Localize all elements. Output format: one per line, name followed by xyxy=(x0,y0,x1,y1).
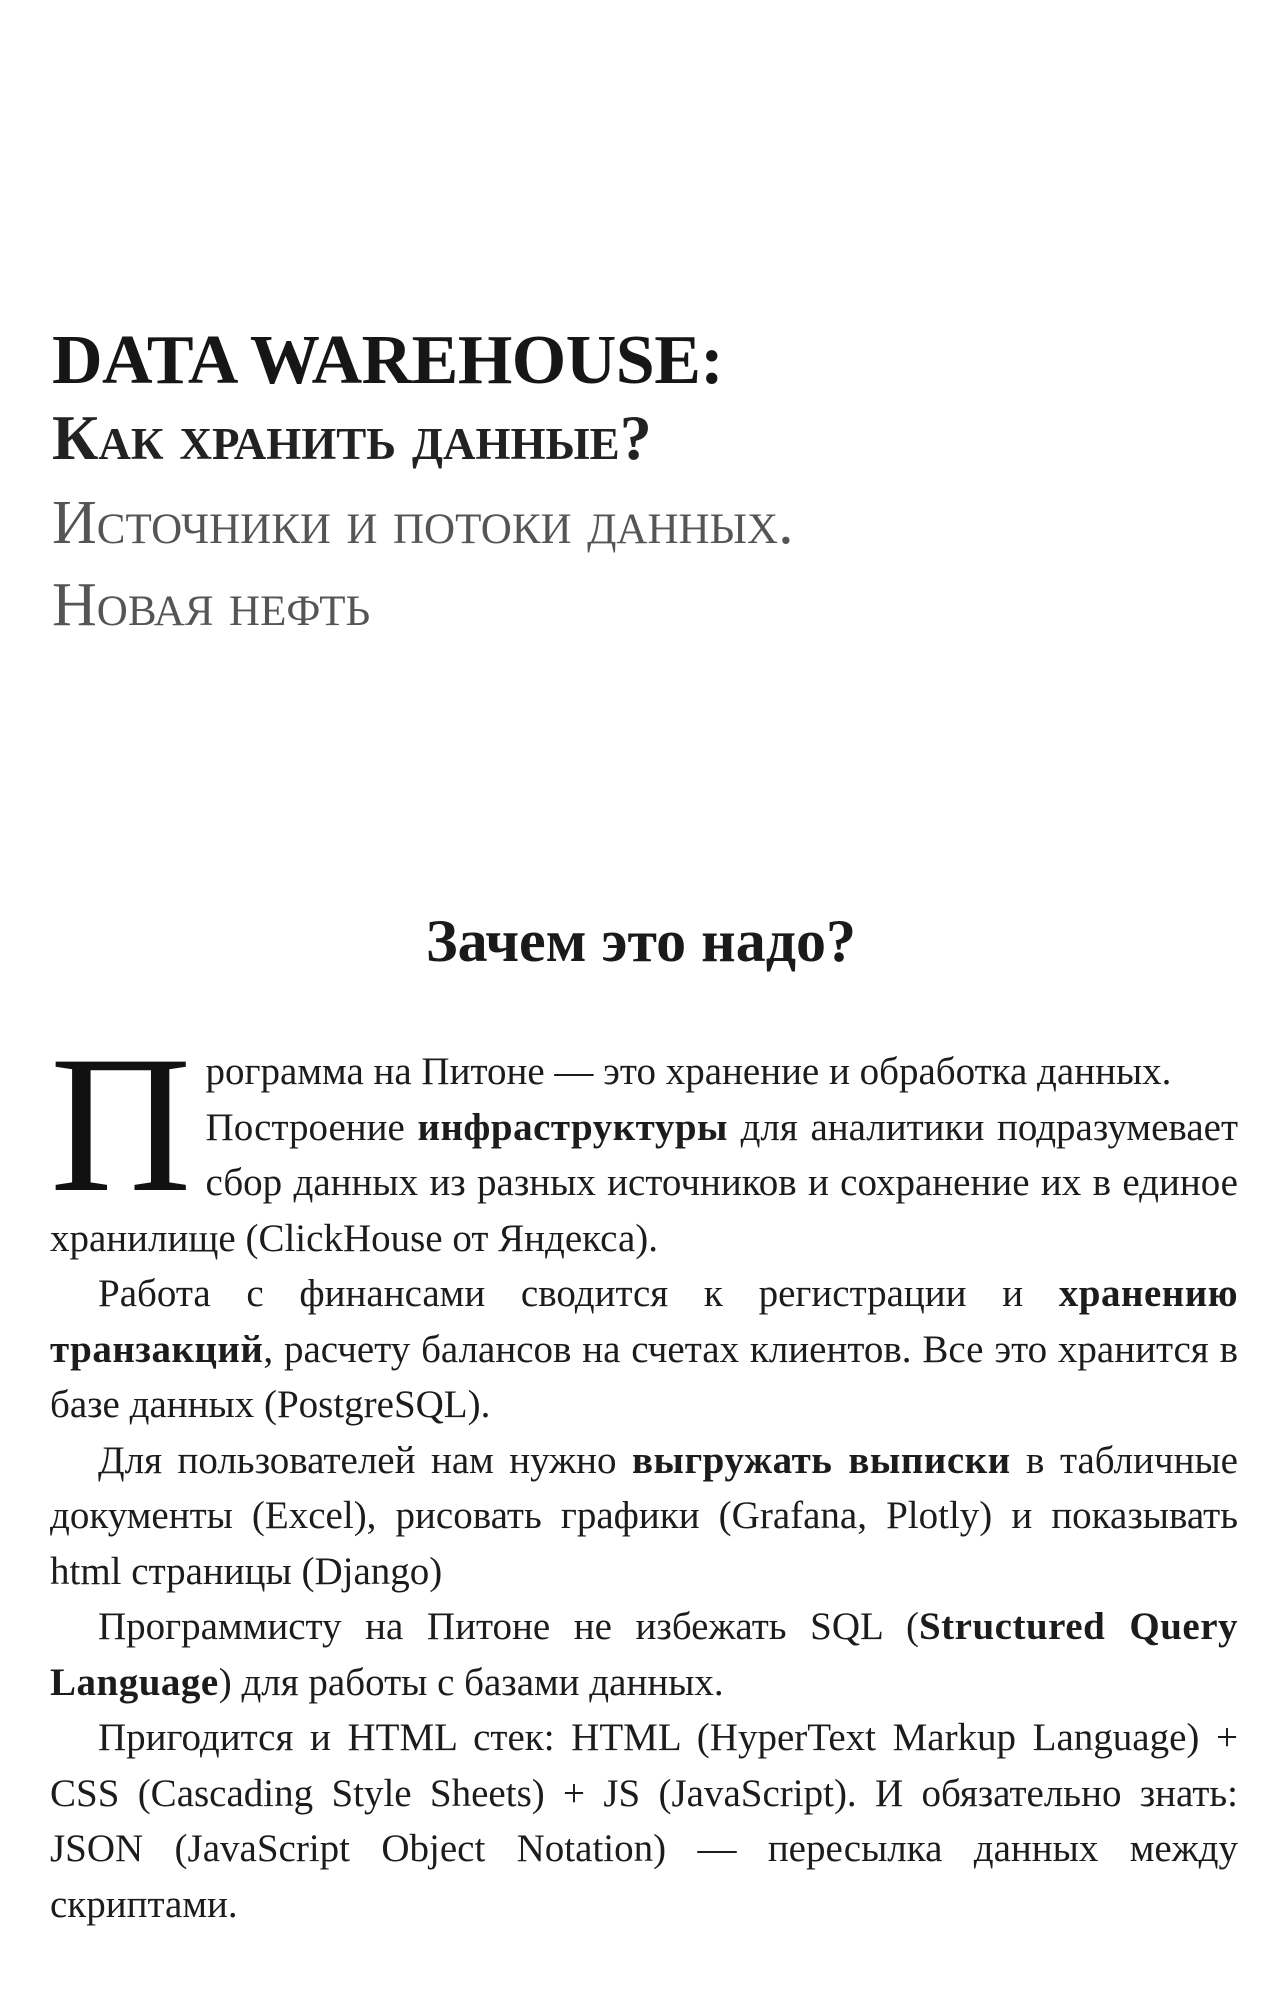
paragraph-5-text-start: Программисту на Питоне не избежать SQL ( xyxy=(98,1605,919,1648)
paragraph-3-emphasis: хранению транзакций xyxy=(50,1272,1238,1371)
drop-cap: П xyxy=(50,1016,192,1233)
chapter-subtitle: Как хранить данные? xyxy=(52,402,652,473)
paragraph-2 xyxy=(50,1100,1238,1267)
paragraph-4-emphasis: выгружать выписки xyxy=(631,1438,1011,1482)
paragraph-6 xyxy=(50,1710,1238,1932)
paragraph-4-text-end: в табличные документы (Excel), рисовать графики (Grafana, Plotly) и показывать html страницы (Django) xyxy=(50,1438,1238,1593)
chapter-title: DATA WAREHOUSE: xyxy=(52,322,724,399)
chapter-subtitle-secondary-line-2: Новая нефть xyxy=(52,571,371,639)
paragraph-2-emphasis: инфраструктуры xyxy=(417,1105,728,1149)
paragraph-5 xyxy=(50,1599,1238,1710)
paragraph-3 xyxy=(50,1266,1238,1433)
chapter-subtitle-secondary-line-1: Источники и потоки данных. xyxy=(52,489,794,557)
body-text xyxy=(50,1016,1239,1932)
paragraph-1-text: рограмма на Питоне — это хранение и обработка данных. xyxy=(205,1050,1172,1093)
chapter-subtitle-secondary xyxy=(52,482,1232,646)
paragraph-3-text-end: , расчету балансов на счетах клиентов. Все это хранится в базе данных (PostgreSQL). xyxy=(50,1327,1238,1426)
paragraph-4 xyxy=(50,1433,1238,1600)
paragraph-6-text: Пригодится и HTML стек: HTML (HyperText Markup Language) + CSS (Cascading Style Sheets) + JS (JavaScript). И обязательно знать: JSON (JavaScript Object Notation) — пересылка данных между скриптами. xyxy=(50,1716,1238,1926)
paragraph-2-text-end: для аналитики подразумевает сбор данных из разных источников и сохранение их в единое хранилище (ClickHouse от Яндекса). xyxy=(50,1105,1238,1260)
paragraph-5-emphasis: Structured Query Language xyxy=(50,1605,1239,1704)
paragraph-3-text-start: Работа с финансами сводится к регистрации и xyxy=(98,1272,1059,1315)
chapter-title-block xyxy=(52,322,1232,646)
paragraph-4-text-start: Для пользователей нам нужно xyxy=(98,1438,632,1482)
paragraph-5-text-end: ) для работы с базами данных. xyxy=(218,1660,724,1704)
section-heading: Зачем это надо? xyxy=(425,908,857,974)
paragraph-2-text-start: Построение xyxy=(205,1105,418,1149)
